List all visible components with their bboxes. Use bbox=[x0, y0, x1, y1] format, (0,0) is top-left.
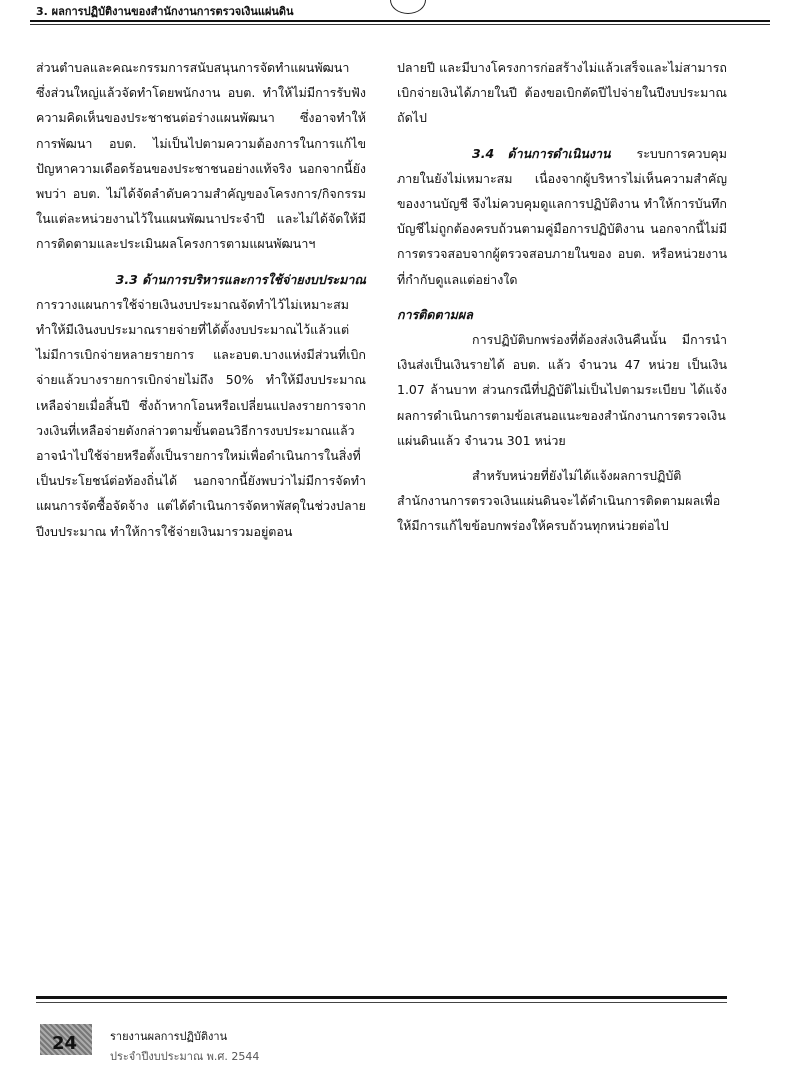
left-column bbox=[36, 55, 366, 544]
right-column bbox=[397, 55, 727, 539]
section-3-4-paragraph bbox=[397, 141, 727, 292]
header-title: 3. ผลการปฏิบัติงานของสำนักงานการตรวจเงินแผ่นดิน bbox=[36, 5, 294, 18]
footer-rule bbox=[36, 996, 727, 1003]
right-paragraph-4: สำหรับหน่วยที่ยังไม่ได้แจ้งผลการปฏิบัติ สำนักงานการตรวจเงินแผ่นดินจะได้ดำเนินการติดตามผลเพื่อให้มีการแก้ไขข้อบกพร่องให้ครบถ้วนทุกหน่วยต่อไป bbox=[397, 468, 721, 534]
right-paragraph-3: การปฏิบัติบกพร่องที่ต้องส่งเงินคืนนั้น มีการนำเงินส่งเป็นเงินรายได้ อบต. แล้ว จำนวน 47 หน่วย เป็นเงิน 1.07 ล้านบาท ส่วนกรณีที่ปฏิบัติไม่เป็นไปตามระเบียบ ได้แจ้งผลการดำเนินการตามข้อเสนอแนะของสำนักงานการตรวจเงินแผ่นดินแล้ว จำนวน 301 หน่วย bbox=[397, 332, 727, 448]
left-paragraph-1: ส่วนตำบลและคณะกรรมการสนับสนุนการจัดทำแผนพัฒนา ซึ่งส่วนใหญ่แล้วจัดทำโดยพนักงาน อบต. ทำให้ไม่มีการรับฟังความคิดเห็นของประชาชนต่อร่างแผนพัฒนา ซึ่งอาจทำให้การพัฒนา อบต. ไม่เป็นไปตามความต้องการในการแก้ไขปัญหาความเดือดร้อนของประชาชนอย่างแท้จริง นอกจากนี้ยังพบว่า อบต. ไม่ได้จัดลำดับความสำคัญของโครงการ/กิจกรรม ในแต่ละหน่วยงานไว้ในแผนพัฒนาประจำปี และไม่ได้จัดให้มีการติดตามและประเมินผลโครงการตามแผนพัฒนาฯ bbox=[36, 60, 366, 252]
section-heading-3-3: 3.3 ด้านการบริหารและการใช้จ่ายงบประมาณ bbox=[115, 271, 366, 287]
right-paragraph-2: ระบบการควบคุมภายในยังไม่เหมาะสม เนื่องจากผู้บริหารไม่เห็นความสำคัญของงานบัญชี จึงไม่ควบคุมดูแลการปฏิบัติงาน ทำให้การบันทึกบัญชีไม่ถูกต้องครบถ้วนตามคู่มือการปฏิบัติงาน นอกจากนี้ไม่มีการตรวจสอบจากผู้ตรวจสอบภายในของ อบต. หรือหน่วยงานที่กำกับดูแลแต่อย่างใด bbox=[397, 145, 727, 287]
emblem-icon bbox=[390, 0, 426, 14]
header-rule-thin bbox=[30, 24, 770, 25]
left-paragraph-2: การวางแผนการใช้จ่ายเงินงบประมาณจัดทำไว้ไม่เหมาะสม ทำให้มีเงินงบประมาณรายจ่ายที่ได้ตั้งงบประมาณไว้แล้วแต่ไม่มีการเบิกจ่ายหลายรายการ และอบต.บางแห่งมีส่วนที่เบิกจ่ายแล้วบางรายการเบิกจ่ายไม่ถึง 50% ทำให้มีงบประมาณเหลือจ่ายเมื่อสิ้นปี ซึ่งถ้าหากโอนหรือเปลี่ยนแปลงรายการจากวงเงินที่เหลือจ่ายดังกล่าวตามขั้นตอนวิธีการงบประมาณแล้ว อาจนำไปใช้จ่ายหรือตั้งเป็นรายการใหม่เพื่อดำเนินการในสิ่งที่เป็นประโยชน์ต่อท้องถิ่นได้ นอกจากนี้ยังพบว่าไม่มีการจัดทำแผนการจัดซื้อจัดจ้าง แต่ได้ดำเนินการจัดหาพัสดุในช่วงปลายปีงบประมาณ ทำให้การใช้จ่ายเงินมารวมอยู่ตอน bbox=[36, 296, 366, 539]
footer-title: รายงานผลการปฏิบัติงาน bbox=[110, 1030, 228, 1043]
right-paragraph-1: ปลายปี และมีบางโครงการก่อสร้างไม่แล้วเสร็จและไม่สามารถเบิกจ่ายเงินได้ภายในปี ต้องขอเบิกตัดปีไปจ่ายในปีงบประมาณถัดไป bbox=[397, 60, 727, 126]
header-rule bbox=[30, 20, 770, 22]
follow-up-heading: การติดตามผล bbox=[397, 306, 473, 322]
section-heading-3-4: 3.4 ด้านการดำเนินงาน bbox=[472, 145, 611, 161]
footer-subtitle: ประจำปีงบประมาณ พ.ศ. 2544 bbox=[110, 1050, 260, 1063]
page-number: 24 bbox=[52, 1033, 78, 1054]
page-header bbox=[30, 0, 770, 22]
